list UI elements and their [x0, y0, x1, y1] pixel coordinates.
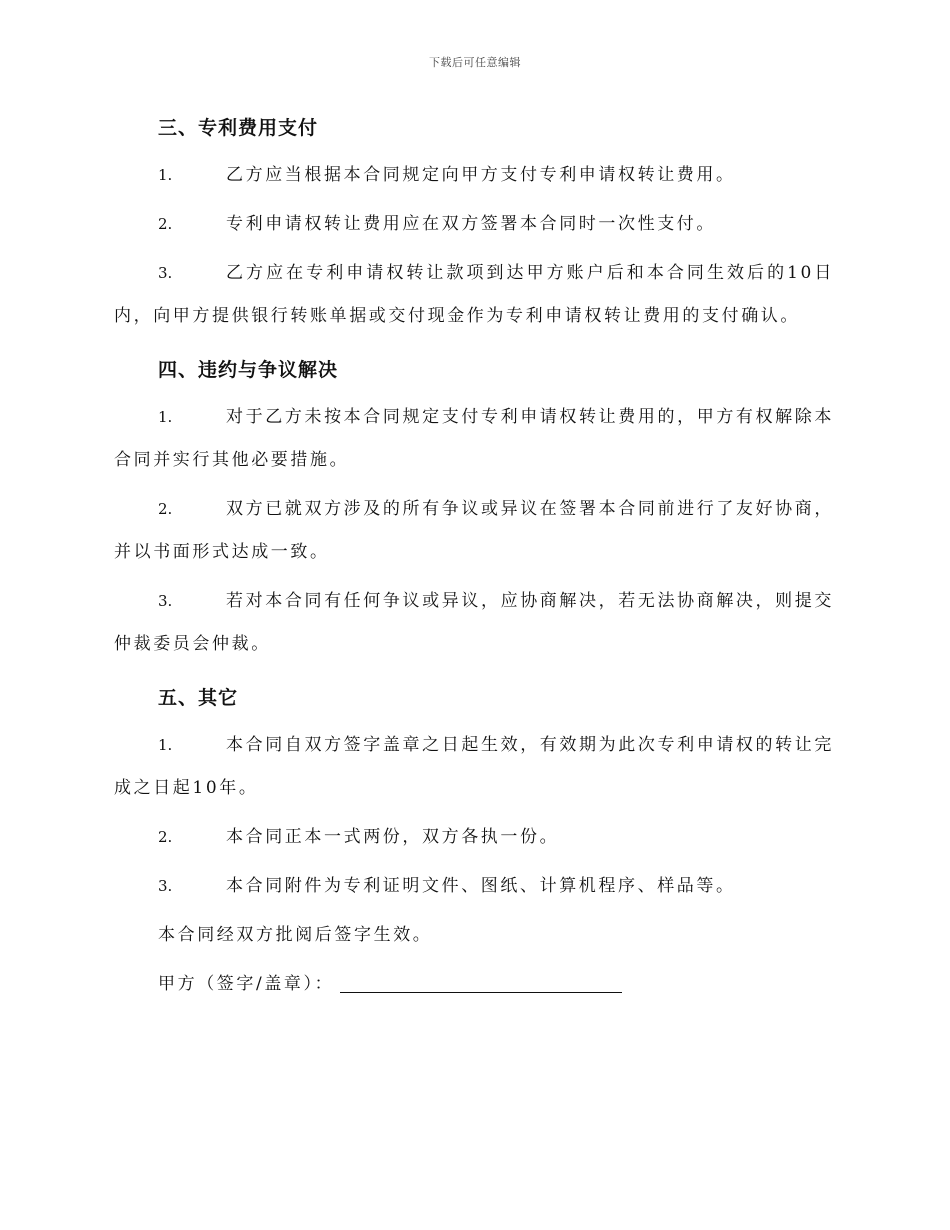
clause-text: 乙方应在专利申请权转让款项到达甲方账户后和本合同生效后的10日内，向甲方提供银行转账单据或交付现金作为专利申请权转让费用的支付确认。 — [114, 263, 834, 326]
page-header-caption: 下载后可任意编辑 — [429, 56, 521, 69]
clause-3-1 — [114, 148, 834, 197]
clause-text: 双方已就双方涉及的所有争议或异议在签署本合同前进行了友好协商，并以书面形式达成一致。 — [114, 499, 834, 562]
clause-4-1 — [114, 390, 834, 482]
clause-4-2 — [114, 482, 834, 574]
clause-3-3 — [114, 246, 834, 338]
signature-line — [340, 991, 622, 993]
clause-text: 本合同附件为专利证明文件、图纸、计算机程序、样品等。 — [226, 876, 736, 896]
clause-text: 本合同自双方签字盖章之日起生效，有效期为此次专利申请权的转让完成之日起10年。 — [114, 735, 834, 798]
clause-number: 1. — [158, 736, 173, 754]
closing-statement: 本合同经双方批阅后签字生效。 — [158, 925, 433, 945]
clause-text: 乙方应当根据本合同规定向甲方支付专利申请权转让费用。 — [226, 165, 736, 185]
section-heading-other: 五、其它 — [158, 687, 239, 709]
section-heading-breach-disputes: 四、违约与争议解决 — [158, 359, 339, 381]
party-a-label: 甲方（签字/盖章）： — [158, 974, 335, 994]
clause-number: 1. — [158, 408, 173, 426]
clause-number: 2. — [158, 215, 173, 233]
clause-5-3 — [114, 859, 834, 908]
clause-3-2 — [114, 197, 834, 246]
clause-number: 2. — [158, 500, 173, 518]
clause-number: 3. — [158, 264, 173, 282]
clause-text: 对于乙方未按本合同规定支付专利申请权转让费用的，甲方有权解除本合同并实行其他必要措施。 — [114, 407, 834, 470]
clause-number: 3. — [158, 592, 173, 610]
clause-text: 本合同正本一式两份，双方各执一份。 — [226, 827, 560, 847]
contract-body — [114, 108, 834, 1006]
clause-number: 1. — [158, 166, 173, 184]
clause-5-1 — [114, 718, 834, 810]
clause-text: 若对本合同有任何争议或异议，应协商解决，若无法协商解决，则提交仲裁委员会仲裁。 — [114, 591, 834, 654]
clause-text: 专利申请权转让费用应在双方签署本合同时一次性支付。 — [226, 214, 716, 234]
clause-4-3 — [114, 574, 834, 666]
party-a-signature-row — [114, 957, 834, 1006]
clause-number: 2. — [158, 828, 173, 846]
section-heading-payment: 三、专利费用支付 — [158, 117, 319, 139]
clause-number: 3. — [158, 877, 173, 895]
clause-5-2 — [114, 810, 834, 859]
